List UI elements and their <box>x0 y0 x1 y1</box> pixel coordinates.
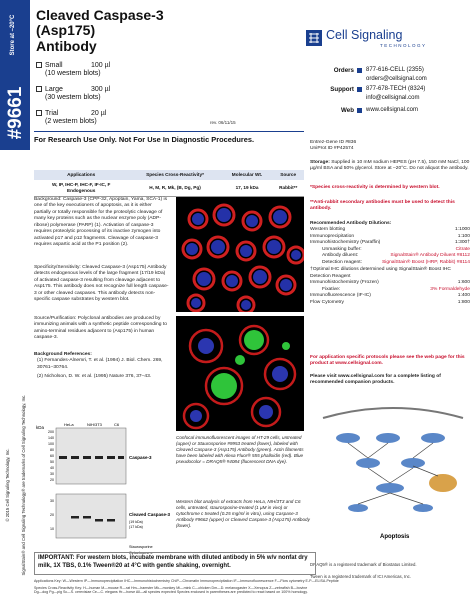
catalog-number: #9661 <box>5 86 26 140</box>
important-notice: IMPORTANT: For western blots, incubate membrane with diluted antibody in 5% w/v nonfat dry milk, 1X TBS, 0.1% Tween®20 at 4°C with gentle shaking, overnight. <box>34 552 316 575</box>
support-label: Support <box>330 86 354 93</box>
specificity-text: Specificity/Sensitivity: Cleaved Caspase-3 (Asp175) Antibody detects endogenous levels of the large fragment (17/19 kDa) of activated caspase-3 resulting from cleavage adjacent to Asp175. This antibody does not recognize full length caspase-3 or other cleaved caspases. This antibody detects non-specific caspase substrates by western blot. <box>34 265 169 303</box>
applications-key: Applications Key: W—Western IP—Immunoprecipitation IHC—Immunohistochemistry ChIP—Chromatin Immunoprecipitation IF—Immunofluorescence F—Flow cytometry E-P—ELISA-Peptide <box>34 579 339 583</box>
pathway-arrows <box>348 443 438 504</box>
blot-marker-label: 50 <box>50 460 54 464</box>
if-image-untreated <box>176 197 304 312</box>
blot-marker-label: 40 <box>50 466 54 470</box>
size-amount: 300 µl <box>91 86 111 93</box>
blot-marker-label: 140 <box>48 436 54 440</box>
blot-marker-label: 100 <box>48 442 54 446</box>
species-key: Species Cross-Reactivity Key: H—human M—mouse R—rat Hm—hamster Mk—monkey Mi—mink C—chicken Dm—D. melanogaster X—Xenopus Z—zebrafish B—bovine Dg—dog Pg—pig Sc—S. cerevisiae Ce—C. elegans Hr—horse All—all species expected Species enclosed in parentheses are predicted to react based on 100% homology. <box>34 586 468 595</box>
support-email[interactable]: info@cellsignal.com <box>366 95 420 101</box>
dilution-application: Immunoprecipitation <box>310 233 355 239</box>
trademark-line: SignalStain® and Cell Signaling Technology® are trademarks of Cell Signaling Technology, Inc. <box>21 394 26 576</box>
checkbox[interactable] <box>36 110 42 116</box>
copyright-line: © 2015 Cell Signaling Technology, Inc. <box>5 448 10 522</box>
dilution-value: 1:800 <box>457 299 470 305</box>
trademark-note: DRAQ5® is a registered trademark of Biostatus Limited. <box>310 562 417 567</box>
dilution-value: 1:1000 <box>455 227 470 233</box>
blot-lane-label: C6 <box>114 422 120 427</box>
blot-lane-label: NIH/3T3 <box>87 422 102 427</box>
product-title-line2: Antibody <box>36 37 97 54</box>
product-title-line1: Cleaved Caspase-3 (Asp175) <box>36 7 164 39</box>
orders-phone[interactable]: 877-616-CELL (2355) <box>366 67 424 73</box>
web-label: Web <box>341 107 354 114</box>
table-header: Source <box>272 170 304 180</box>
dilution-value: SignalStain® Antibody Diluent #8112 <box>390 253 470 259</box>
blot-treatment-label: Staurosporine <box>129 545 153 549</box>
references <box>34 352 169 381</box>
phone-icon <box>357 68 362 73</box>
phone-icon <box>357 87 362 92</box>
dilution-application: Unmasking buffer: <box>322 246 362 252</box>
company-logo-tagline: TECHNOLOGY <box>380 43 427 48</box>
table-header: Molecular Wt. <box>222 170 273 180</box>
size-blots: (10 western blots) <box>45 70 101 78</box>
product-title <box>36 8 226 54</box>
dilution-row <box>310 300 470 306</box>
blot-caption: Western blot analysis of extracts from HeLa, NIH/3T3 and C6 cells, untreated, staurosporine-treated (1 µM in vivo) or cytochrome c treated (0.25 mg/ml in vitro), using Caspase-3 Antibody #9662 (upper) or Cleaved Caspase-3 (Asp175) Antibody (lower). <box>176 499 310 528</box>
dilutions-section <box>310 221 470 306</box>
blot-treatment-label: Cytochrome c <box>129 551 153 555</box>
pathway-label: Apoptosis <box>380 534 410 540</box>
trademark-note: Tween is a registered trademark of ICI Americas, Inc. <box>310 574 412 579</box>
dilution-value: 1:600 <box>457 280 470 286</box>
blot-lane-label: HeLa <box>64 422 74 427</box>
size-name: Small <box>45 62 63 69</box>
blot-marker-label: 30 <box>50 499 54 503</box>
web-url[interactable]: www.cellsignal.com <box>366 107 419 113</box>
size-amount: 20 µl <box>91 110 107 117</box>
blot-marker-label: 200 <box>48 430 54 434</box>
dilution-value: Citrate <box>455 246 470 252</box>
size-amount: 100 µl <box>91 62 111 69</box>
size-blots: (30 western blots) <box>45 94 101 102</box>
apoptosis-pathway-diagram <box>318 398 468 548</box>
support-phone[interactable]: 877-678-TECH (8324) <box>366 86 426 92</box>
dilution-application: Flow Cytometry <box>310 299 344 305</box>
blot-band-sublabel: (17 kDa) <box>129 525 143 529</box>
dilution-application: Western blotting <box>310 227 346 233</box>
dilution-application: Immunofluorescence (IF-IC) <box>310 293 371 299</box>
protocols-note[interactable]: For application specific protocols please see the web page for this product at www.cellsignal.com. <box>310 355 465 367</box>
blot-band-sublabel: (19 kDa) <box>129 520 143 524</box>
dilution-application: Immunohistochemistry (Frozen) <box>310 280 379 286</box>
blot-markers-upper <box>48 430 54 482</box>
divider <box>34 131 304 132</box>
size-name: Trial <box>45 110 59 117</box>
table-cell: W, IP, IHC-P, IHC-F, IF-IC, F Endogenous <box>34 180 128 196</box>
gene-ids <box>310 140 470 153</box>
blot-marker-label: 60 <box>50 454 54 458</box>
dilution-value: 1:300† <box>455 240 470 246</box>
table-cell: H, M, R, Mk, (B, Dg, Pg) <box>128 180 221 196</box>
dilutions-list-2 <box>310 280 470 306</box>
dilution-value: 1:100 <box>457 233 470 239</box>
research-use-notice: For Research Use Only. Not For Use In Diagnostic Procedures. <box>34 135 254 144</box>
orders-label: Orders <box>333 67 354 74</box>
blot-marker-label: 30 <box>50 472 54 476</box>
dilution-row <box>310 260 470 266</box>
ihc-note: †Optimal IHC dilutions determined using SignalStain® Boost IHC Detection Reagent <box>310 267 451 279</box>
blot-marker-label: 20 <box>50 513 54 517</box>
blot-marker-label: 10 <box>50 527 54 531</box>
company-logo-text: Cell Signaling <box>326 28 403 42</box>
species-key-cont: Dg—dog Pg—pig Sc—S. cerevisiae Ce—C. elegans Hr—horse All—all species expected Species enclosed in parentheses are predicted to react based on 100% homology. <box>34 590 308 595</box>
dilution-application: Fixative: <box>322 286 341 292</box>
size-blots: (2 western blots) <box>45 118 97 126</box>
table-header: Species Cross-Reactivity* <box>128 170 221 180</box>
dilution-application: Detection reagent: <box>322 259 362 265</box>
cell-membrane <box>323 408 463 418</box>
size-option-small[interactable] <box>36 62 156 78</box>
blot-marker-label: 20 <box>50 478 54 482</box>
dilution-value: 1:400 <box>457 293 470 299</box>
dilution-value: 3% Formaldehyde <box>430 286 470 292</box>
anti-rabbit-note: **Anti-rabbit secondary antibodies must be used to detect this antibody. <box>310 200 455 212</box>
size-name: Large <box>45 86 63 93</box>
blot-band-label: Caspase-3 <box>129 455 152 460</box>
dilution-value: SignalStain® Boost (HRP, Rabbit) #8114 <box>382 259 470 265</box>
source-text: Source/Purification: Polyclonal antibodies are produced by immunizing animals with a synthetic peptide corresponding to amino-terminal residues adjacent to (Asp175) in human caspase-3. <box>34 316 167 341</box>
blot-kda-label: kDa <box>36 425 45 430</box>
dilution-application: Immunohistochemistry (Paraffin) <box>310 240 381 246</box>
if-image-caption: Confocal immunofluorescent images of HT-29 cells, untreated (upper) or Staurosporine #9953 treated (lower), labeled with Cleaved Caspase-3 (Asp175) Antibody (green). Actin filaments have been labeled with Alexa Fluor® 555 phalloidin (red). Blue pseudocolor = DRAQ5® #4084 (fluorescent DNA dye). <box>176 435 304 464</box>
side-band <box>0 0 30 613</box>
table-header: Applications <box>34 170 128 180</box>
revision-date: rev. 06/11/15 <box>210 120 236 125</box>
if-image-staurosporine <box>176 316 304 431</box>
references-title: Background References: <box>34 352 92 357</box>
storage-text: Storage: Supplied in 10 mM sodium HEPES (pH 7.5), 150 mM NaCl, 100 µg/ml BSA and 50% glycerol. Store at –20°C. Do not aliquot the antibody. <box>310 160 470 172</box>
description-text: Background: Caspase-3 (CPP-32, Apoptain, Yama, SCA-1) is one of the key executioners of apoptosis, as it is either partially or totally responsible for the proteolytic cleavage of many key proteins such as the nuclear enzyme poly (ADP-ribose) polymerase (PARP) (1). Activation of caspase-3 requires proteolytic processing of its inactive zymogen into activated p17 and p12 fragments. Cleavage of caspase-3 requires aspartic acid at the P1 position (2). <box>34 197 168 248</box>
checkbox[interactable] <box>36 62 42 68</box>
dilutions-list <box>310 227 470 266</box>
blot-markers-lower <box>50 499 54 531</box>
reference-item: (2) Nicholson, D. W. et al. (1995) Nature 376, 37–43. <box>37 374 152 380</box>
uniprot-id[interactable]: UniProt ID #P42574 <box>310 146 354 152</box>
dilutions-title: Recommended Antibody Dilutions: <box>310 221 392 226</box>
dilution-application: Antibody diluent: <box>322 253 359 259</box>
species-note: *Species cross-reactivity is determined by western blot. <box>310 185 440 190</box>
blot-marker-label: 80 <box>50 448 54 452</box>
mitochondrion-icon <box>429 474 457 492</box>
table-cell-sub: Endogenous <box>66 187 96 193</box>
table-cell: 17, 19 kDa <box>222 180 273 196</box>
globe-icon <box>357 108 362 113</box>
reference-item: (1) Fernandes-Alnemri, T. et al. (1994) J. Biol. Chem. 269, 30761–30764. <box>37 358 163 370</box>
side-band-header <box>0 0 30 150</box>
checkbox[interactable] <box>36 86 42 92</box>
western-blot-figure <box>34 420 174 570</box>
visit-note[interactable]: Please visit www.cellsignal.com for a complete listing of recommended companion products. <box>310 374 441 386</box>
table-cell: Rabbit** <box>272 180 304 196</box>
table-row <box>34 180 304 196</box>
cst-logo-icon <box>306 30 322 46</box>
size-option-trial[interactable] <box>36 110 156 126</box>
blot-band-label: Cleaved Caspase-3 <box>129 512 171 517</box>
product-spec-table <box>34 170 304 197</box>
size-option-large[interactable] <box>36 86 156 102</box>
storage-temp-label: Store at –20°C <box>10 14 16 56</box>
entrez-id[interactable]: Entrez-Gene ID #836 <box>310 140 357 145</box>
orders-email[interactable]: orders@cellsignal.com <box>366 76 427 82</box>
